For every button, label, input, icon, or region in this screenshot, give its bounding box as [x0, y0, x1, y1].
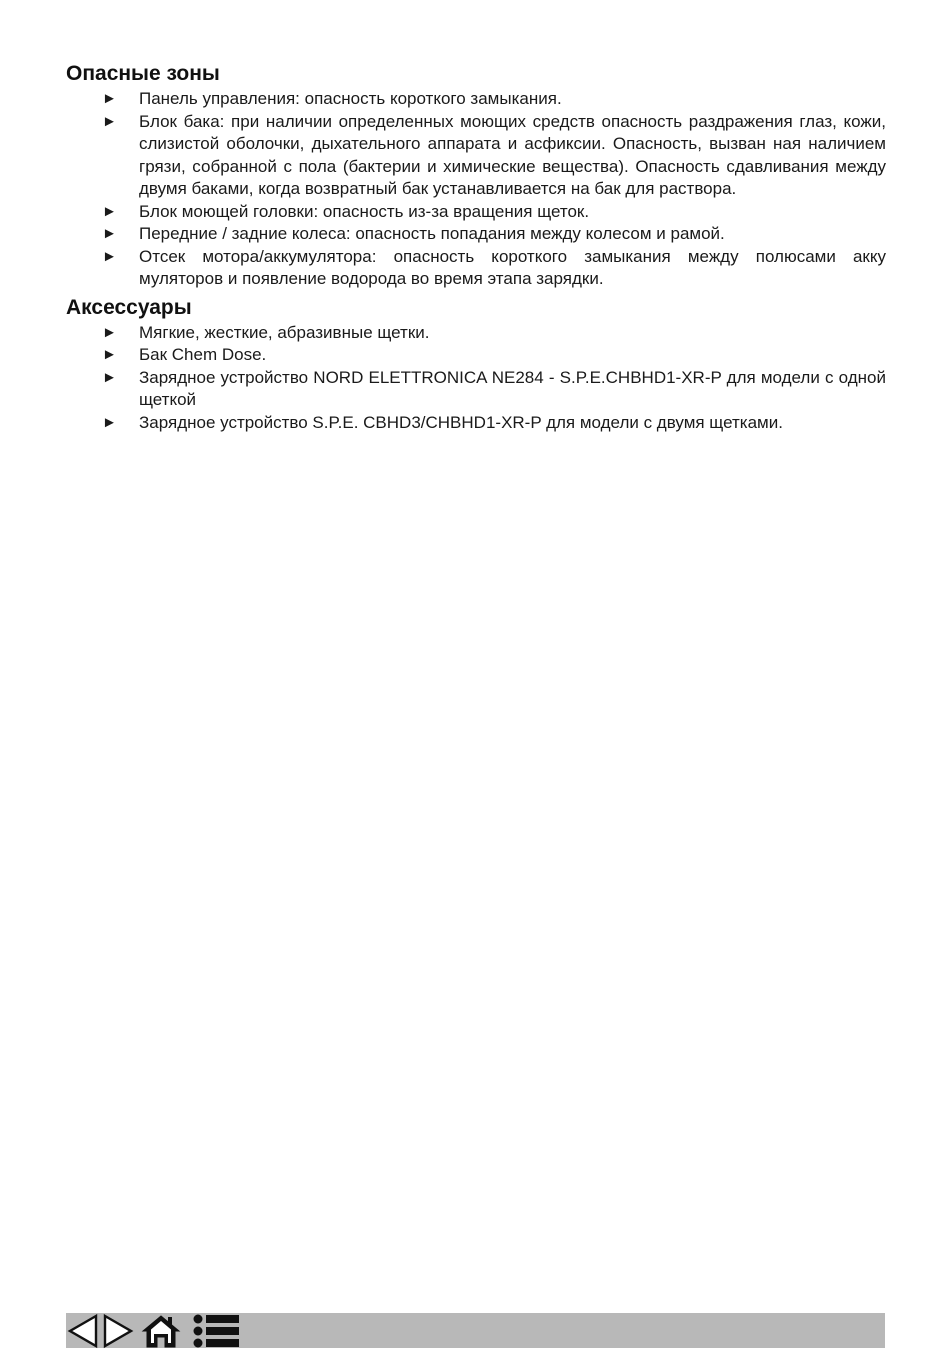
- list-item-text: Бак Chem Dose.: [139, 345, 267, 364]
- list-item-text: Зарядное устройство S.P.E. CBHD3/CHBHD1-XR-P для модели с двумя щетками.: [139, 412, 783, 432]
- section-title-danger-zones: Опасные зоны: [66, 62, 220, 85]
- home-icon[interactable]: [140, 1313, 182, 1349]
- list-item-text: Мягкие, жесткие, абразивные щетки.: [139, 322, 430, 342]
- list-item: [66, 111, 886, 201]
- list-item-text: Блок бака: при наличии определенных моющих средств опасность раздражения глаз, кожи, слизистой оболочки, дыхательного аппарата и асфиксии. Опасность, вызван ная наличием грязи, собранной с пола (бактерии и химические вещества). Опасность сдавливания между двумя баками, когда возвратный бак устанавливается на бак для раствора.: [139, 111, 886, 198]
- contents-list-icon[interactable]: [192, 1313, 240, 1349]
- list-item: [66, 88, 886, 111]
- list-item-text: Отсек мотора/аккумулятора: опасность короткого замыкания между полюсами акку муляторов и появление водорода во время этапа зарядки.: [139, 246, 886, 288]
- bullet-arrow-icon: ►: [102, 368, 117, 386]
- list-item-text: Блок моющей головки: опасность из-за вращения щеток.: [139, 201, 590, 221]
- section-title-accessories: Аксессуары: [66, 295, 192, 319]
- bullet-arrow-icon: ►: [102, 346, 117, 363]
- document-body: [66, 60, 886, 434]
- bullet-arrow-icon: ►: [102, 225, 117, 242]
- list-item: [66, 412, 886, 435]
- list-item-text: Панель управления: опасность короткого замыкания.: [139, 89, 562, 108]
- list-item: [66, 223, 886, 246]
- bullet-arrow-icon: ►: [102, 413, 117, 431]
- bullet-arrow-icon: ►: [102, 202, 117, 220]
- list-item-text: Зарядное устройство NORD ELETTRONICA NE284 - S.P.E.CHBHD1-XR-P для модели с одной щеткой: [139, 367, 886, 409]
- list-item: [66, 367, 886, 412]
- list-item: [66, 322, 886, 345]
- bullet-arrow-icon: ►: [102, 112, 117, 130]
- danger-zones-list: [66, 88, 886, 291]
- accessories-list: [66, 322, 886, 435]
- bullet-arrow-icon: ►: [102, 247, 117, 265]
- footer-navigation-bar: [66, 1313, 885, 1348]
- list-item: [66, 246, 886, 291]
- list-item: [66, 344, 886, 367]
- bullet-arrow-icon: ►: [102, 323, 117, 341]
- bullet-arrow-icon: ►: [102, 90, 117, 107]
- next-page-icon[interactable]: [101, 1313, 135, 1349]
- list-item: [66, 201, 886, 224]
- prev-page-icon[interactable]: [66, 1313, 100, 1349]
- list-item-text: Передние / задние колеса: опасность попадания между колесом и рамой.: [139, 224, 725, 243]
